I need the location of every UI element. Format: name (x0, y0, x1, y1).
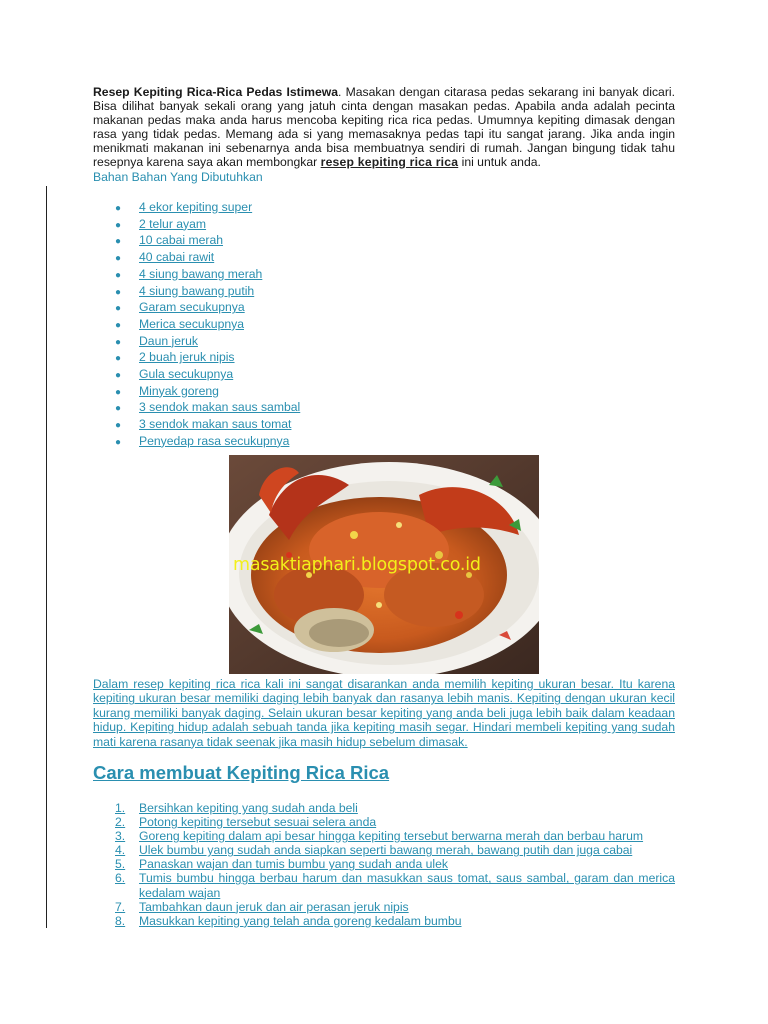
bullet-icon: ● (115, 219, 122, 231)
intro-body: . Masakan dengan citarasa pedas sekarang ini banyak dicari. Bisa dilihat banyak sekali orang yang jatuh cinta dengan masakan pedas. Apabila anda adalah pecinta makanan pedas maka anda harus mencoba kepiting rica rica pedas. Umumnya kepiting dimasak dengan rasa yang tidak pedas. Memang ada si yang memasaknya pedas tapi itu sangat jarang. Jika anda ingin menikmati makanan ini sebenarnya anda bisa membuatnya sendiri di rumah. Jangan bingung tidak tahu resepnya karena saya akan membongkar (93, 85, 675, 169)
ingredient-text: Penyedap rasa secukupnya (139, 433, 290, 448)
step-item[interactable] (115, 857, 675, 871)
intro-paragraph (93, 85, 675, 169)
step-number: 7. (115, 899, 126, 914)
bullet-icon: ● (115, 370, 122, 382)
ingredient-item[interactable] (115, 367, 675, 384)
bullet-icon: ● (115, 403, 122, 415)
ingredient-item[interactable] (115, 400, 675, 417)
bullet-icon: ● (115, 203, 122, 214)
ingredient-text: Merica secukupnya (139, 316, 244, 331)
ingredient-text: 2 buah jeruk nipis (139, 350, 235, 365)
step-text: Tambahkan daun jeruk dan air perasan jeruk nipis (139, 899, 409, 914)
steps-list (115, 801, 675, 928)
bullet-icon: ● (115, 319, 122, 331)
ingredient-text: 2 telur ayam (139, 216, 207, 231)
bullet-icon: ● (115, 336, 122, 348)
step-item[interactable] (115, 914, 675, 928)
ingredient-item[interactable] (115, 233, 675, 250)
step-number: 4. (115, 843, 126, 858)
ingredient-text: Daun jeruk (139, 333, 198, 348)
ingredient-text: Gula secukupnya (139, 367, 234, 382)
ingredient-text: 10 cabai merah (139, 233, 224, 248)
section-heading[interactable]: Cara membuat Kepiting Rica Rica (93, 762, 390, 783)
ingredient-text: Garam secukupnya (139, 300, 245, 315)
step-text: Masukkan kepiting yang telah anda goreng kedalam bumbu (139, 913, 462, 928)
ingredient-text: 40 cabai rawit (139, 250, 215, 265)
bullet-icon: ● (115, 253, 122, 265)
intro-tail: ini untuk anda. (458, 155, 541, 169)
step-text: Potong kepiting tersebut sesuai selera anda (139, 815, 377, 830)
ingredient-item[interactable] (115, 434, 675, 451)
bullet-icon: ● (115, 286, 122, 298)
step-number: 3. (115, 829, 126, 844)
step-number: 8. (115, 913, 126, 928)
ingredient-item[interactable] (115, 250, 675, 267)
step-item[interactable] (115, 801, 675, 815)
step-item[interactable] (115, 900, 675, 914)
recipe-link[interactable]: resep kepiting rica rica (320, 155, 459, 169)
ingredient-item[interactable] (115, 334, 675, 351)
step-item[interactable] (115, 843, 675, 857)
ingredient-text: 4 siung bawang merah (139, 266, 263, 281)
step-number: 1. (115, 801, 126, 815)
recipe-title: Resep Kepiting Rica-Rica Pedas Istimewa (93, 85, 338, 99)
bullet-icon: ● (115, 353, 122, 365)
step-text: Tumis bumbu hingga berbau harum dan masukkan saus tomat, saus sambal, garam dan merica kedalam wajan (139, 871, 675, 900)
step-item[interactable] (115, 871, 675, 899)
step-text: Bersihkan kepiting yang sudah anda beli (139, 801, 358, 815)
step-number: 2. (115, 815, 126, 830)
crab-size-note[interactable]: Dalam resep kepiting rica rica kali ini sangat disarankan anda memilih kepiting ukuran besar. Itu karena kepiting ukuran besar memiliki daging lebih banyak dan rasanya lebih manis. Kepiting dengan ukuran kecil kurang memiliki banyak daging. Selain ukuran besar kepiting yang anda beli juga lebih baik dalam keadaan hidup. Kepiting hidup adalah sebuah tanda jika kepiting masih segar. Hindari membeli kepiting yang sudah mati karena rasanya tidak seenak jika masih hidup sebelum dimasak. (93, 677, 675, 749)
bullet-icon: ● (115, 436, 122, 448)
ingredient-item[interactable] (115, 384, 675, 401)
step-text: Ulek bumbu yang sudah anda siapkan seperti bawang merah, bawang putih dan juga cabai (139, 843, 633, 858)
ingredient-text: 4 siung bawang putih (139, 283, 255, 298)
ingredient-text: 4 ekor kepiting super (139, 200, 253, 214)
crab-dish-photo (229, 455, 539, 674)
step-number: 5. (115, 857, 126, 872)
ingredient-item[interactable] (115, 200, 675, 217)
step-item[interactable] (115, 829, 675, 843)
bullet-icon: ● (115, 303, 122, 315)
bullet-icon: ● (115, 269, 122, 281)
bullet-icon: ● (115, 236, 122, 248)
bullet-icon: ● (115, 420, 122, 432)
ingredient-item[interactable] (115, 300, 675, 317)
step-text: Goreng kepiting dalam api besar hingga kepiting tersebut berwarna merah dan berbau harum (139, 829, 644, 844)
ingredient-text: 3 sendok makan saus tomat (139, 417, 292, 432)
ingredient-item[interactable] (115, 267, 675, 284)
ingredient-text: 3 sendok makan saus sambal (139, 400, 301, 415)
bullet-icon: ● (115, 386, 122, 398)
ingredient-item[interactable] (115, 350, 675, 367)
document-page (93, 85, 675, 928)
ingredient-item[interactable] (115, 417, 675, 434)
ingredient-item[interactable] (115, 317, 675, 334)
ingredient-item[interactable] (115, 284, 675, 301)
step-number: 6. (115, 871, 126, 886)
margin-change-bar (46, 186, 47, 928)
ingredients-heading[interactable]: Bahan Bahan Yang Dibutuhkan (93, 170, 263, 184)
photo-watermark: masaktiaphari.blogspot.co.id (233, 555, 481, 575)
step-item[interactable] (115, 815, 675, 829)
ingredient-text: Minyak goreng (139, 383, 219, 398)
ingredient-list (115, 200, 675, 451)
ingredient-item[interactable] (115, 217, 675, 234)
step-text: Panaskan wajan dan tumis bumbu yang sudah anda ulek (139, 857, 448, 872)
